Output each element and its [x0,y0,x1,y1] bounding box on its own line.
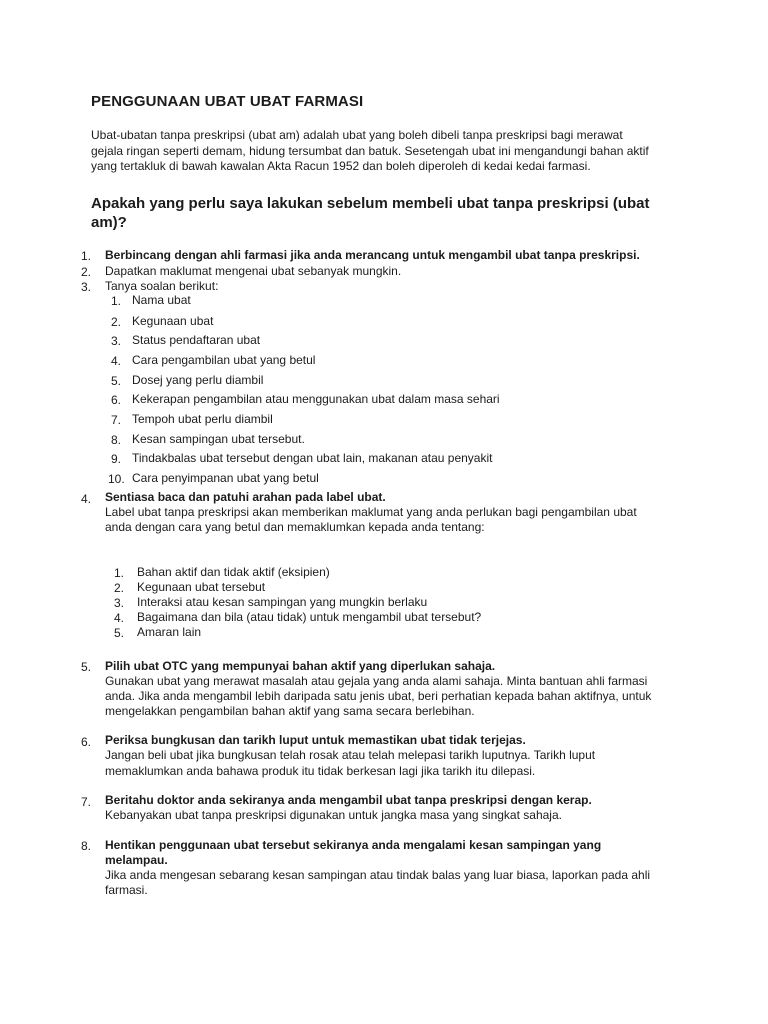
label-item-number: 5. [114,626,125,640]
question-number: 1. [111,294,122,308]
step-heading: Beritahu doktor anda sekiranya anda mengambil ubat tanpa preskripsi dengan kerap. [105,793,592,807]
question-number: 5. [111,374,122,388]
step-text: Tanya soalan berikut: [105,279,219,293]
label-item-number: 1. [114,566,125,580]
label-item-number: 2. [114,581,125,595]
step-body-line: Jangan beli ubat jika bungkusan telah rosak atau telah melepasi tarikh luputnya. Tarikh luput [105,748,596,762]
step-number: 7. [81,795,92,809]
question-item: Dosej yang perlu diambil [132,373,264,387]
step-heading: Periksa bungkusan dan tarikh luput untuk memastikan ubat tidak terjejas. [105,733,526,747]
step-body-line: farmasi. [105,883,148,897]
step-body-line: Label ubat tanpa preskripsi akan memberikan maklumat yang anda perlukan bagi pengambilan ubat [105,505,637,519]
question-item: Tindakbalas ubat tersebut dengan ubat lain, makanan atau penyakit [132,451,493,465]
question-number: 10. [108,472,125,486]
step-body-line: anda dengan cara yang betul dan memaklumkan kepada anda tentang: [105,520,485,534]
step-text: Dapatkan maklumat mengenai ubat sebanyak mungkin. [105,264,402,278]
step-number: 8. [81,839,92,853]
step-body-line: memaklumkan anda bahawa produk itu tidak berkesan lagi jika tarikh itu dilepasi. [105,764,536,778]
intro-line: gejala ringan seperti demam, hidung tersumbat dan batuk. Sesetengah ubat ini mengandungi bahan aktif [91,143,649,158]
label-item: Bagaimana dan bila (atau tidak) untuk mengambil ubat tersebut? [137,610,482,624]
question-number: 8. [111,433,122,447]
question-item: Nama ubat [132,293,191,307]
step-number: 6. [81,735,92,749]
question-number: 4. [111,354,122,368]
section-heading-line: Apakah yang perlu saya lakukan sebelum membeli ubat tanpa preskripsi (ubat [91,195,650,212]
question-item: Kegunaan ubat [132,314,214,328]
step-number: 1. [81,249,92,263]
question-item: Cara penyimpanan ubat yang betul [132,471,319,485]
step-number: 4. [81,492,92,506]
question-item: Cara pengambilan ubat yang betul [132,353,316,367]
label-item: Bahan aktif dan tidak aktif (eksipien) [137,565,330,579]
step-number: 2. [81,265,92,279]
step-number: 5. [81,660,92,674]
step-body-line: Jika anda mengesan sebarang kesan sampingan atau tindak balas yang luar biasa, laporkan pada ahli [105,868,651,882]
question-item: Kesan sampingan ubat tersebut. [132,432,305,446]
question-number: 2. [111,315,122,329]
question-number: 3. [111,334,122,348]
document-title: PENGGUNAAN UBAT UBAT FARMASI [91,93,364,110]
label-item: Kegunaan ubat tersebut [137,580,266,594]
intro-paragraph [91,128,649,175]
label-item-number: 3. [114,596,125,610]
question-number: 6. [111,393,122,407]
intro-line: Ubat-ubatan tanpa preskripsi (ubat am) adalah ubat yang boleh dibeli tanpa preskripsi bagi merawat [91,128,623,142]
step-body-line: Kebanyakan ubat tanpa preskripsi digunakan untuk jangka masa yang singkat sahaja. [105,808,562,822]
step-body-line: Gunakan ubat yang merawat masalah atau gejala yang anda alami sahaja. Minta bantuan ahli farmasi [105,674,648,688]
step-heading: Sentiasa baca dan patuhi arahan pada label ubat. [105,490,386,504]
question-item: Kekerapan pengambilan atau menggunakan ubat dalam masa sehari [132,392,500,406]
question-number: 9. [111,452,122,466]
step-number: 3. [81,280,92,294]
intro-line: yang tertakluk di bawah kawalan Akta Racun 1952 dan boleh diperoleh di kedai kedai farmasi. [91,159,591,173]
step-heading: Hentikan penggunaan ubat tersebut sekiranya anda mengalami kesan sampingan yang [105,838,602,852]
question-item: Status pendaftaran ubat [132,333,261,347]
question-number: 7. [111,413,122,427]
question-item: Tempoh ubat perlu diambil [132,412,273,426]
label-item: Interaksi atau kesan sampingan yang mungkin berlaku [137,595,428,609]
step-body-line: anda. Jika anda mengambil lebih daripada satu jenis ubat, beri perhatian kepada bahan aktifnya, untuk [105,689,652,703]
step-body-line: mengelakkan pengambilan bahan aktif yang sama secara berlebihan. [105,704,475,718]
step-heading: Berbincang dengan ahli farmasi jika anda merancang untuk mengambil ubat tanpa preskripsi. [105,248,640,262]
step-heading: Pilih ubat OTC yang mempunyai bahan aktif yang diperlukan sahaja. [105,659,496,673]
label-item-number: 4. [114,611,125,625]
step-heading: melampau. [105,853,168,867]
section-heading [91,194,650,232]
label-item: Amaran lain [137,625,202,639]
section-heading-line: am)? [91,214,127,231]
